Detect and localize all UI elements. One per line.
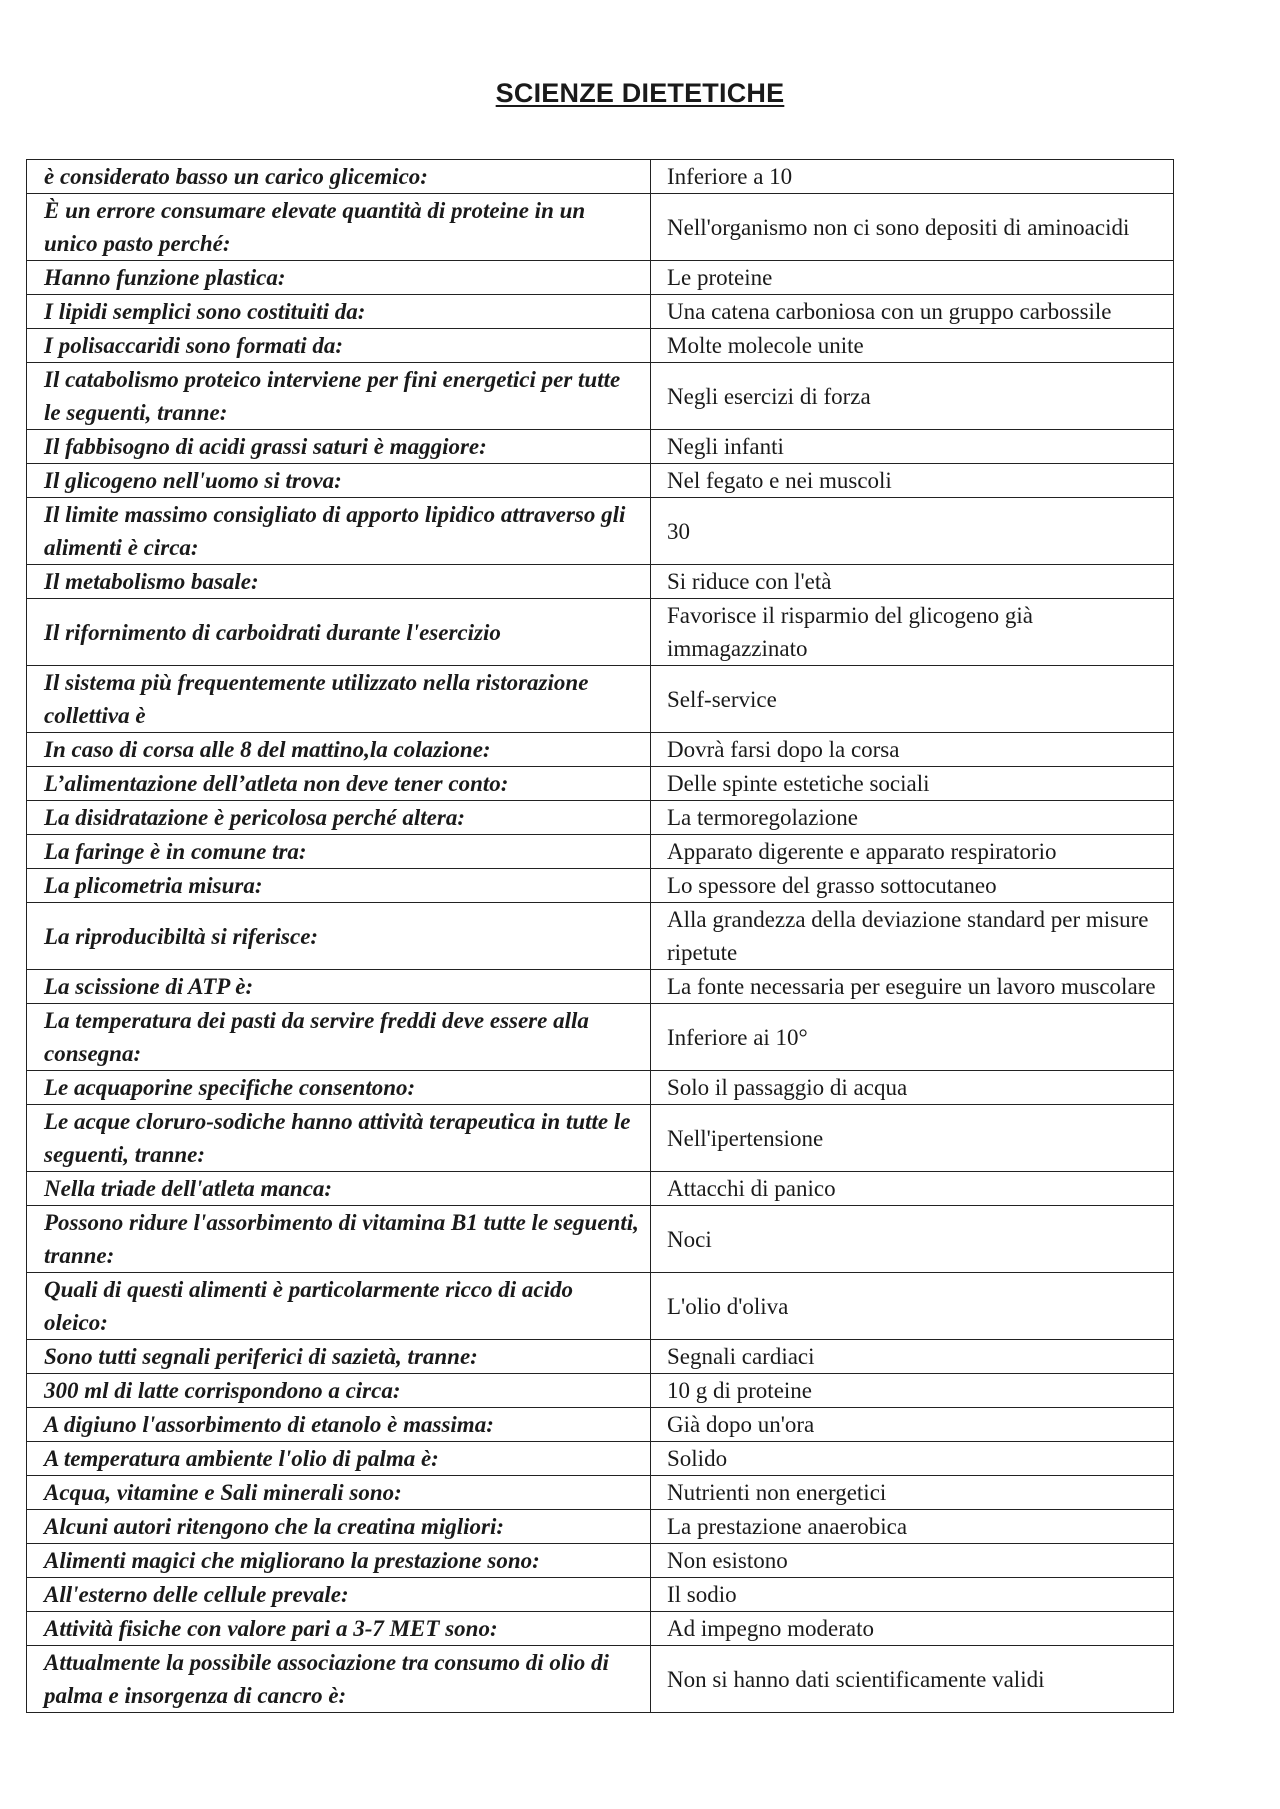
answer-cell: Alla grandezza della deviazione standard per misure ripetute — [651, 903, 1174, 970]
question-cell: Possono ridure l'assorbimento di vitamina B1 tutte le seguenti, tranne: — [27, 1206, 651, 1273]
table-row — [27, 430, 1174, 464]
answer-cell: Nutrienti non energetici — [651, 1476, 1174, 1510]
answer-cell: Nel fegato e nei muscoli — [651, 464, 1174, 498]
answer-cell: Già dopo un'ora — [651, 1408, 1174, 1442]
table-row — [27, 1442, 1174, 1476]
table-row — [27, 869, 1174, 903]
question-cell: Il metabolismo basale: — [27, 565, 651, 599]
question-cell: Sono tutti segnali periferici di sazietà, tranne: — [27, 1340, 651, 1374]
question-cell: Quali di questi alimenti è particolarmente ricco di acido oleico: — [27, 1273, 651, 1340]
table-row — [27, 903, 1174, 970]
answer-cell: Non si hanno dati scientificamente validi — [651, 1646, 1174, 1713]
question-cell: 300 ml di latte corrispondono a circa: — [27, 1374, 651, 1408]
page-title: SCIENZE DIETETICHE — [495, 78, 785, 108]
question-cell: Il rifornimento di carboidrati durante l'esercizio — [27, 599, 651, 666]
question-cell: Attività fisiche con valore pari a 3-7 MET sono: — [27, 1612, 651, 1646]
answer-cell: Nell'organismo non ci sono depositi di aminoacidi — [651, 194, 1174, 261]
table-row — [27, 363, 1174, 430]
table-row — [27, 767, 1174, 801]
question-cell: La scissione di ATP è: — [27, 970, 651, 1004]
answer-cell: Molte molecole unite — [651, 329, 1174, 363]
answer-cell: Self-service — [651, 666, 1174, 733]
question-cell: Attualmente la possibile associazione tra consumo di olio di palma e insorgenza di cancro è: — [27, 1646, 651, 1713]
answer-cell: Solo il passaggio di acqua — [651, 1071, 1174, 1105]
question-cell: è considerato basso un carico glicemico: — [27, 160, 651, 194]
answer-cell: Solido — [651, 1442, 1174, 1476]
question-cell: È un errore consumare elevate quantità di proteine in un unico pasto perché: — [27, 194, 651, 261]
answer-cell: Non esistono — [651, 1544, 1174, 1578]
answer-cell: Apparato digerente e apparato respiratorio — [651, 835, 1174, 869]
table-row — [27, 1612, 1174, 1646]
table-row — [27, 1578, 1174, 1612]
answer-cell: La prestazione anaerobica — [651, 1510, 1174, 1544]
question-cell: A temperatura ambiente l'olio di palma è: — [27, 1442, 651, 1476]
answer-cell: L'olio d'oliva — [651, 1273, 1174, 1340]
table-row — [27, 1105, 1174, 1172]
question-cell: I lipidi semplici sono costituiti da: — [27, 295, 651, 329]
question-cell: Le acque cloruro-sodiche hanno attività terapeutica in tutte le seguenti, tranne: — [27, 1105, 651, 1172]
answer-cell: Attacchi di panico — [651, 1172, 1174, 1206]
qa-table — [26, 159, 1174, 1713]
answer-cell: Inferiore a 10 — [651, 160, 1174, 194]
table-row — [27, 970, 1174, 1004]
question-cell: La plicometria misura: — [27, 869, 651, 903]
table-row — [27, 666, 1174, 733]
table-row — [27, 1071, 1174, 1105]
answer-cell: Segnali cardiaci — [651, 1340, 1174, 1374]
table-row — [27, 464, 1174, 498]
answer-cell: 10 g di proteine — [651, 1374, 1174, 1408]
question-cell: All'esterno delle cellule prevale: — [27, 1578, 651, 1612]
answer-cell: Lo spessore del grasso sottocutaneo — [651, 869, 1174, 903]
answer-cell: Inferiore ai 10° — [651, 1004, 1174, 1071]
question-cell: La riproducibiltà si riferisce: — [27, 903, 651, 970]
question-cell: La temperatura dei pasti da servire freddi deve essere alla consegna: — [27, 1004, 651, 1071]
table-row — [27, 329, 1174, 363]
table-row — [27, 1544, 1174, 1578]
table-row — [27, 801, 1174, 835]
table-row — [27, 498, 1174, 565]
question-cell: Le acquaporine specifiche consentono: — [27, 1071, 651, 1105]
answer-cell: Negli infanti — [651, 430, 1174, 464]
question-cell: Nella triade dell'atleta manca: — [27, 1172, 651, 1206]
table-row — [27, 1206, 1174, 1273]
question-cell: La faringe è in comune tra: — [27, 835, 651, 869]
answer-cell: Favorisce il risparmio del glicogeno già immagazzinato — [651, 599, 1174, 666]
table-row — [27, 1646, 1174, 1713]
qa-table-body — [27, 160, 1174, 1713]
table-row — [27, 194, 1174, 261]
answer-cell: Una catena carboniosa con un gruppo carbossile — [651, 295, 1174, 329]
table-row — [27, 565, 1174, 599]
question-cell: La disidratazione è pericolosa perché altera: — [27, 801, 651, 835]
question-cell: Il sistema più frequentemente utilizzato nella ristorazione collettiva è — [27, 666, 651, 733]
table-row — [27, 261, 1174, 295]
question-cell: Alcuni autori ritengono che la creatina migliori: — [27, 1510, 651, 1544]
answer-cell: Ad impegno moderato — [651, 1612, 1174, 1646]
question-cell: I polisaccaridi sono formati da: — [27, 329, 651, 363]
table-row — [27, 1408, 1174, 1442]
table-row — [27, 1374, 1174, 1408]
table-row — [27, 835, 1174, 869]
table-row — [27, 1172, 1174, 1206]
question-cell: Il fabbisogno di acidi grassi saturi è maggiore: — [27, 430, 651, 464]
answer-cell: Delle spinte estetiche sociali — [651, 767, 1174, 801]
table-row — [27, 599, 1174, 666]
answer-cell: Le proteine — [651, 261, 1174, 295]
question-cell: Acqua, vitamine e Sali minerali sono: — [27, 1476, 651, 1510]
question-cell: L’alimentazione dell’atleta non deve tener conto: — [27, 767, 651, 801]
question-cell: Il catabolismo proteico interviene per fini energetici per tutte le seguenti, tranne: — [27, 363, 651, 430]
table-row — [27, 1273, 1174, 1340]
table-row — [27, 1340, 1174, 1374]
answer-cell: Noci — [651, 1206, 1174, 1273]
answer-cell: Dovrà farsi dopo la corsa — [651, 733, 1174, 767]
table-row — [27, 1004, 1174, 1071]
table-row — [27, 1476, 1174, 1510]
question-cell: Il glicogeno nell'uomo si trova: — [27, 464, 651, 498]
table-row — [27, 160, 1174, 194]
answer-cell: Si riduce con l'età — [651, 565, 1174, 599]
answer-cell: La termoregolazione — [651, 801, 1174, 835]
question-cell: Il limite massimo consigliato di apporto lipidico attraverso gli alimenti è circa: — [27, 498, 651, 565]
answer-cell: 30 — [651, 498, 1174, 565]
question-cell: A digiuno l'assorbimento di etanolo è massima: — [27, 1408, 651, 1442]
answer-cell: Il sodio — [651, 1578, 1174, 1612]
question-cell: Hanno funzione plastica: — [27, 261, 651, 295]
answer-cell: La fonte necessaria per eseguire un lavoro muscolare — [651, 970, 1174, 1004]
table-row — [27, 1510, 1174, 1544]
table-row — [27, 295, 1174, 329]
question-cell: In caso di corsa alle 8 del mattino,la colazione: — [27, 733, 651, 767]
answer-cell: Negli esercizi di forza — [651, 363, 1174, 430]
question-cell: Alimenti magici che migliorano la prestazione sono: — [27, 1544, 651, 1578]
answer-cell: Nell'ipertensione — [651, 1105, 1174, 1172]
table-row — [27, 733, 1174, 767]
